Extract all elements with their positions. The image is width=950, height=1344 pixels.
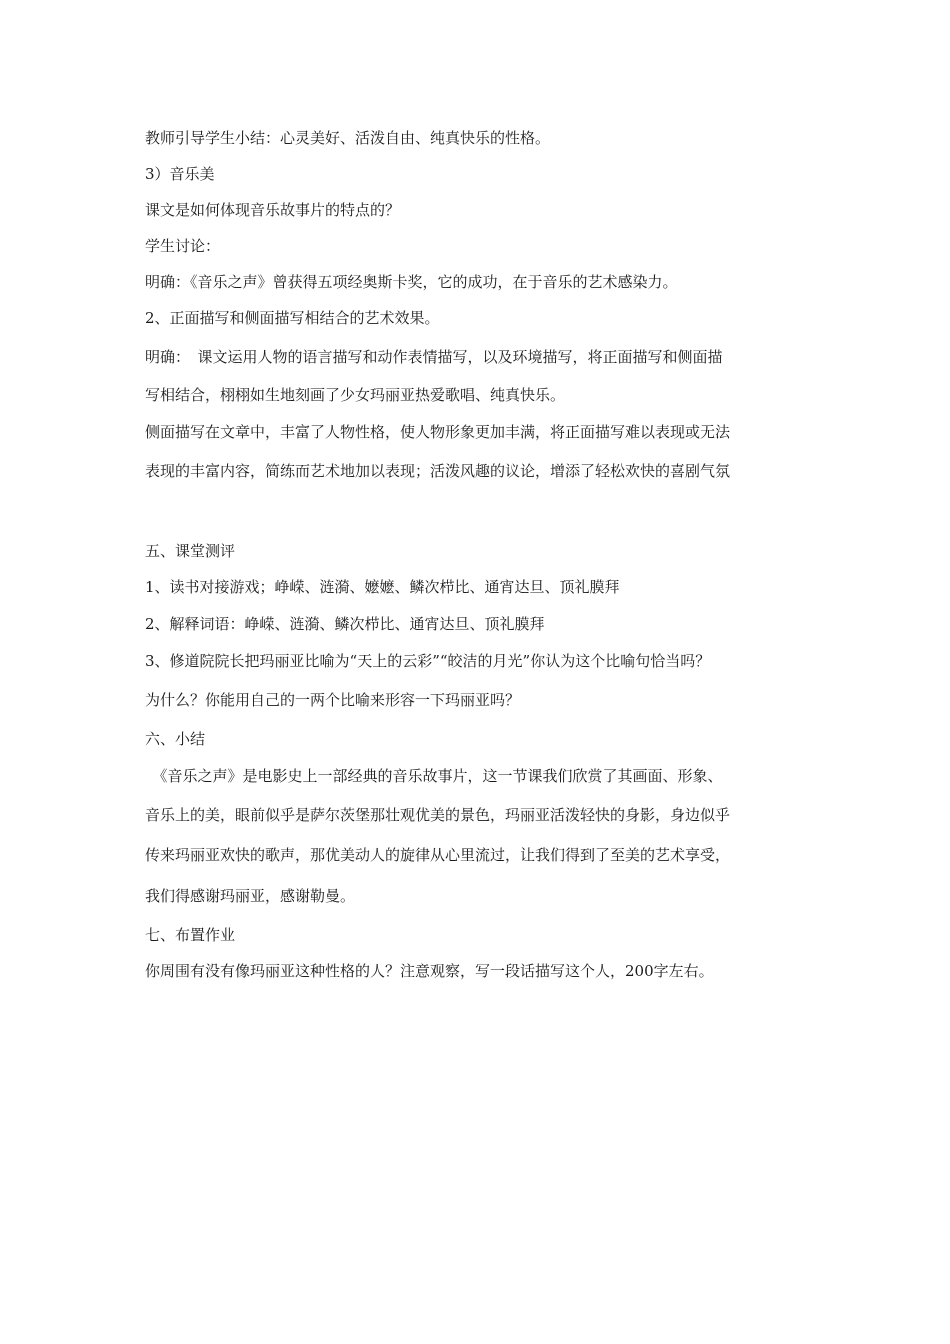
heading-homework: 七、布置作业 [145,926,236,944]
summary-line-3: 传来玛丽亚欢快的歌声，那优美动人的旋律从心里流过，让我们得到了至美的艺术享受， [145,846,731,864]
answer-oscar: 明确：《音乐之声》曾获得五项经奥斯卡奖，它的成功，在于音乐的艺术感染力。 [145,273,678,291]
assessment-item-3-line-2: 为什么？你能用自己的一两个比喻来形容一下玛丽亚吗？ [145,691,521,709]
paragraph-teacher-summary: 教师引导学生小结：心灵美好、活泼自由、纯真快乐的性格。 [145,129,551,147]
assessment-item-3-line-1: 3、修道院院长把玛丽亚比喻为“天上的云彩”“皎洁的月光”你认为这个比喻句恰当吗？ [145,652,711,670]
answer-description-line-2: 写相结合，栩栩如生地刻画了少女玛丽亚热爱歌唱、纯真快乐。 [145,386,566,404]
answer-description-line-1: 明确： 课文运用人物的语言描写和动作表情描写，以及环境描写，将正面描写和侧面描 [145,348,723,366]
side-description-line-1: 侧面描写在文章中，丰富了人物性格，使人物形象更加丰满，将正面描写难以表现或无法 [145,423,731,441]
summary-line-1: 《音乐之声》是电影史上一部经典的音乐故事片，这一节课我们欣赏了其画面、形象、 [145,767,723,785]
heading-summary: 六、小结 [145,730,206,748]
student-discussion-label: 学生讨论： [145,237,221,255]
summary-line-4: 我们得感谢玛丽亚，感谢勒曼。 [145,887,356,905]
homework-text: 你周围有没有像玛丽亚这种性格的人？注意观察，写一段话描写这个人，200字左右。 [145,962,714,980]
heading-description-effect: 2、正面描写和侧面描写相结合的艺术效果。 [145,309,440,327]
heading-classroom-assessment: 五、课堂测评 [145,542,236,560]
heading-music-beauty: 3）音乐美 [145,165,215,183]
assessment-item-2: 2、解释词语：峥嵘、涟漪、鳞次栉比、通宵达旦、顶礼膜拜 [145,615,545,633]
side-description-line-2: 表现的丰富内容，简练而艺术地加以表现；活泼风趣的议论，增添了轻松欢快的喜剧气氛 [145,462,731,480]
assessment-item-1: 1、读书对接游戏；峥嵘、涟漪、嬷嬷、鳞次栉比、通宵达旦、顶礼膜拜 [145,578,620,596]
question-music-film: 课文是如何体现音乐故事片的特点的？ [145,201,401,219]
summary-line-2: 音乐上的美，眼前似乎是萨尔茨堡那壮观优美的景色，玛丽亚活泼轻快的身影，身边似乎 [145,806,731,824]
